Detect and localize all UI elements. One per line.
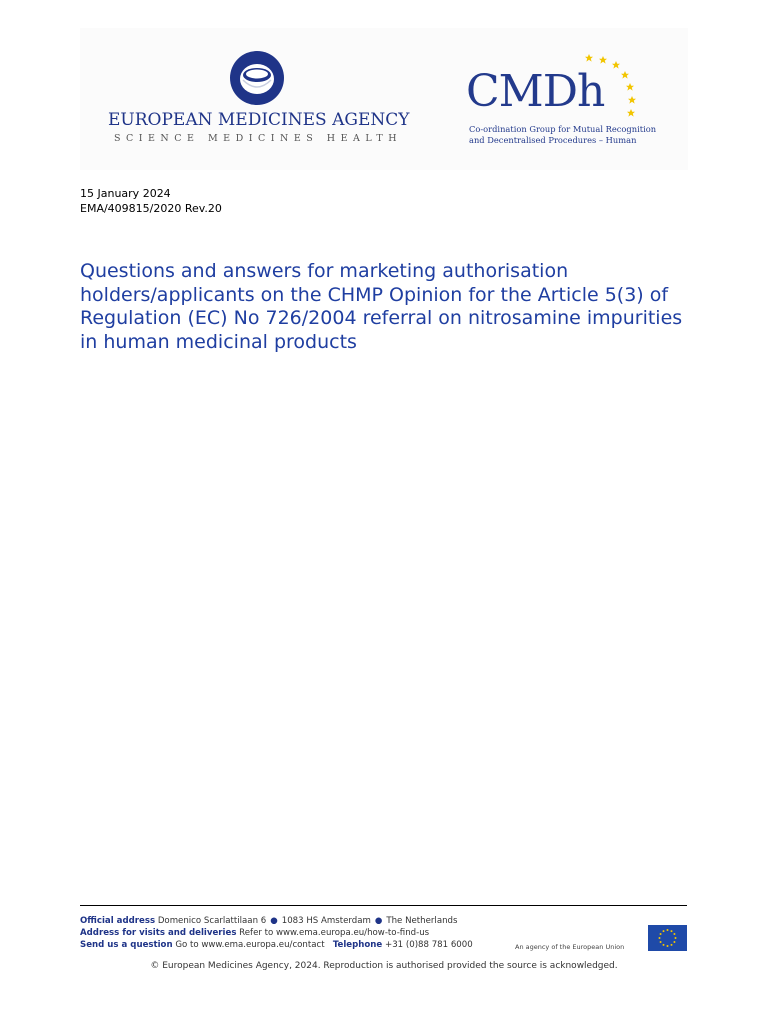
ema-tagline: SCIENCE MEDICINES HEALTH bbox=[113, 133, 403, 144]
flag-star bbox=[659, 937, 661, 939]
eu-flag-icon bbox=[648, 925, 687, 951]
document-title: Questions and answers for marketing authorisation holders/applicants on the CHMP Opinion for the Article 5(3) of Regulation (EC) No 726/2004 referral on nitrosamine impurities in human medicinal products bbox=[80, 260, 683, 353]
footer-question-line bbox=[80, 939, 473, 951]
document-date: 15 January 2024 bbox=[80, 187, 171, 200]
flag-star bbox=[673, 941, 675, 943]
flag-star bbox=[663, 944, 665, 946]
flag-star bbox=[671, 944, 673, 946]
document-meta bbox=[80, 186, 222, 216]
visits-label: Address for visits and deliveries bbox=[80, 928, 237, 938]
agency-note: An agency of the European Union bbox=[515, 943, 625, 951]
flag-star bbox=[667, 945, 669, 947]
cmdh-wordmark: CMDh bbox=[466, 66, 605, 117]
telephone-value: +31 (0)88 781 6000 bbox=[385, 940, 473, 950]
footer-official-line bbox=[80, 915, 473, 927]
flag-star bbox=[663, 930, 665, 932]
flag-star bbox=[667, 929, 669, 931]
flag-star bbox=[671, 930, 673, 932]
flag-star bbox=[660, 933, 662, 935]
flag-star bbox=[675, 937, 677, 939]
ema-logo bbox=[108, 50, 408, 150]
flag-star bbox=[660, 941, 662, 943]
flag-star bbox=[673, 933, 675, 935]
official-city: 1083 HS Amsterdam bbox=[281, 916, 371, 926]
footer-visits-line bbox=[80, 927, 473, 939]
bullet-icon: ● bbox=[374, 916, 383, 926]
footer-divider bbox=[80, 905, 687, 906]
bullet-icon: ● bbox=[270, 916, 278, 926]
official-country: The Netherlands bbox=[386, 916, 458, 926]
ema-name: EUROPEAN MEDICINES AGENCY bbox=[108, 110, 410, 130]
copyright-notice: © European Medicines Agency, 2024. Reproduction is authorised provided the source is acknowledged. bbox=[150, 961, 618, 971]
telephone-label: Telephone bbox=[332, 940, 383, 950]
official-street: Domenico Scarlattilaan 6 bbox=[157, 916, 267, 926]
question-label: Send us a question bbox=[80, 940, 173, 950]
footer-address bbox=[80, 915, 473, 951]
cmdh-subtitle-line2: and Decentralised Procedures – Human bbox=[469, 135, 637, 145]
official-address-label: Official address bbox=[80, 916, 156, 926]
visits-link[interactable]: Refer to www.ema.europa.eu/how-to-find-us bbox=[239, 928, 430, 938]
cmdh-subtitle bbox=[469, 124, 656, 146]
document-reference: EMA/409815/2020 Rev.20 bbox=[80, 202, 222, 215]
cmdh-logo bbox=[466, 50, 666, 150]
contact-link[interactable]: Go to www.ema.europa.eu/contact bbox=[175, 940, 325, 950]
ema-emblem-icon bbox=[228, 50, 286, 106]
cmdh-subtitle-line1: Co-ordination Group for Mutual Recognition bbox=[469, 124, 657, 134]
